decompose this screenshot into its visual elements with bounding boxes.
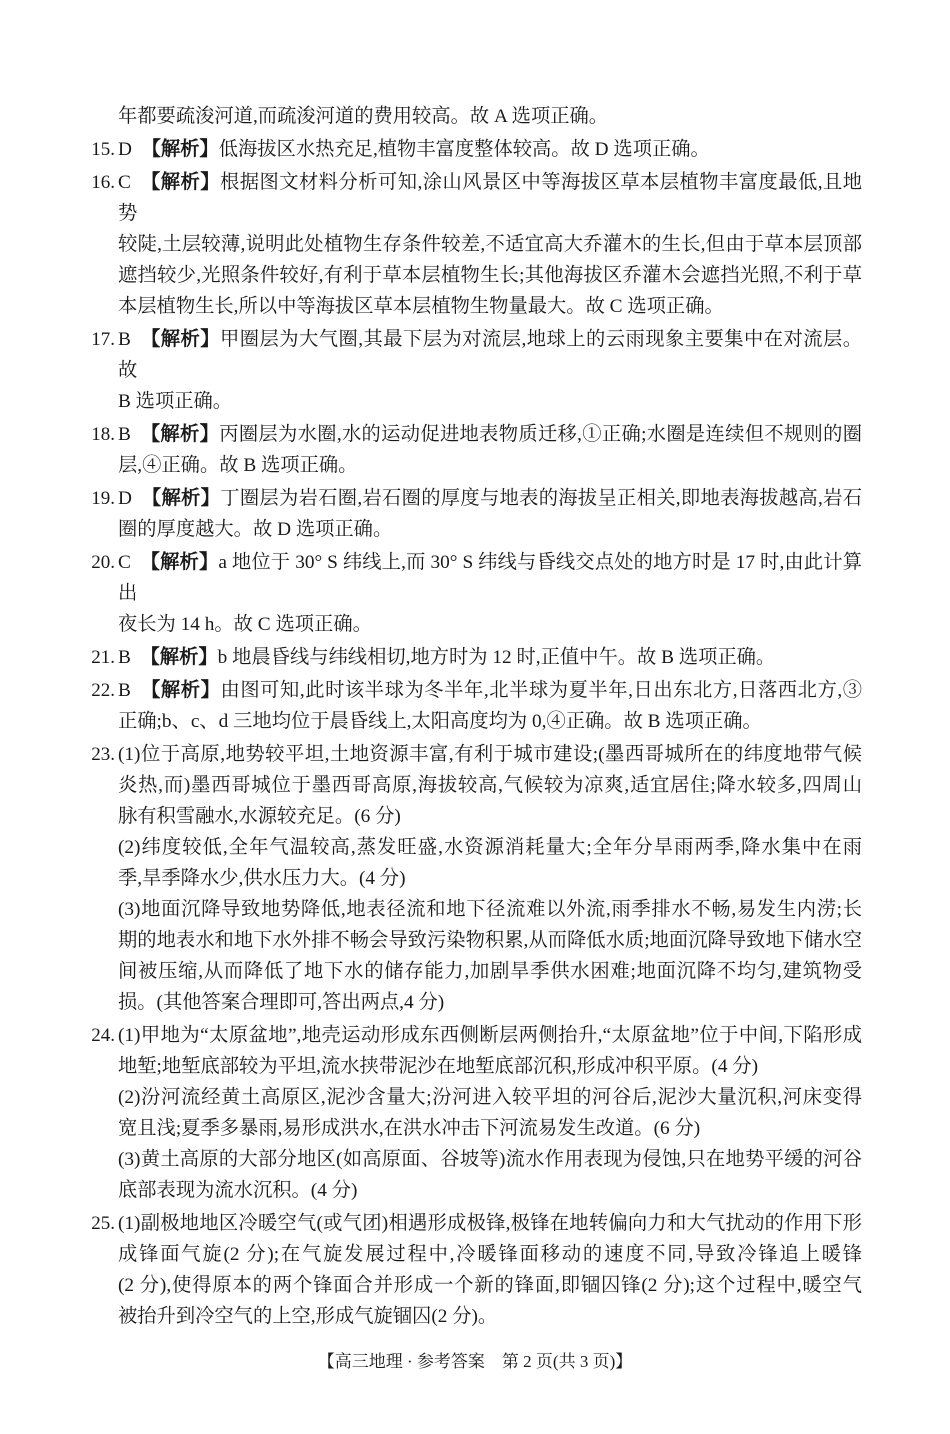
answer-text: 本层植物生长,所以中等海拔区草本层植物生物量最大。故 C 选项正确。 xyxy=(118,296,724,317)
answer-text: (2 分),使得原本的两个锋面合并形成一个新的锋面,即锢囚锋(2 分);这个过程中,暖空气 xyxy=(118,1275,862,1296)
answer-choice: C xyxy=(118,172,131,193)
answer-text: (1)甲地为“太原盆地”,地壳运动形成东西侧断层两侧抬升,“太原盆地”位于中间,下陷形成 xyxy=(118,1025,862,1046)
answer-line xyxy=(118,956,862,987)
answer-text: 损。(其他答案合理即可,答出两点,4 分) xyxy=(118,992,445,1013)
question-number: 17. xyxy=(91,329,115,350)
answer-text: (3)地面沉降导致地势降低,地表径流和地下径流难以外流,雨季排水不畅,易发生内涝;长 xyxy=(118,899,862,920)
answer-line xyxy=(118,291,862,322)
answer-text: 脉有积雪融水,水源较充足。(6 分) xyxy=(118,806,401,827)
answer-text: 层,④正确。故 B 选项正确。 xyxy=(118,455,358,476)
answer-text: 炎热,而)墨西哥城位于墨西哥高原,海拔较高,气候较为凉爽,适宜居住;降水较多,四周山 xyxy=(118,775,862,796)
answer-line xyxy=(118,1270,862,1301)
answer-choice: D xyxy=(118,488,132,509)
answer-line xyxy=(118,324,862,386)
answer-line xyxy=(118,229,862,260)
answer-line xyxy=(118,134,862,165)
question-number: 22. xyxy=(91,680,115,701)
question-number: 24. xyxy=(91,1025,115,1046)
answer-line xyxy=(118,739,862,770)
answer-line xyxy=(118,514,862,545)
answer-choice: B xyxy=(118,424,131,445)
answer-item xyxy=(0,167,950,322)
answer-text: 圈的厚度越大。故 D 选项正确。 xyxy=(118,519,393,540)
answer-line xyxy=(118,609,862,640)
analysis-tag: 【解析】 xyxy=(140,552,219,573)
answer-line xyxy=(118,987,862,1018)
analysis-tag: 【解析】 xyxy=(140,329,220,350)
answer-text: 间被压缩,从而降低了地下水的储存能力,加剧旱季供水困难;地面沉降不均匀,建筑物受 xyxy=(118,961,862,982)
answer-line xyxy=(118,706,862,737)
answer-item xyxy=(0,101,950,132)
answer-line xyxy=(118,547,862,609)
analysis-tag: 【解析】 xyxy=(140,172,220,193)
answer-text: 夜长为 14 h。故 C 选项正确。 xyxy=(118,614,372,635)
answer-text: 被抬升到冷空气的上空,形成气旋锢囚(2 分)。 xyxy=(118,1306,498,1327)
answer-choice: D xyxy=(118,139,132,160)
answer-text: B 选项正确。 xyxy=(118,391,233,412)
answer-text: 正确;b、c、d 三地均位于晨昏线上,太阳高度均为 0,④正确。故 B 选项正确。 xyxy=(118,711,762,732)
answer-item xyxy=(0,134,950,165)
answer-line xyxy=(118,1144,862,1175)
answer-line xyxy=(118,801,862,832)
answer-choice: B xyxy=(118,680,131,701)
answer-text: 丙圈层为水圈,水的运动促进地表物质迁移,①正确;水圈是连续但不规则的圈 xyxy=(219,424,863,445)
answer-line xyxy=(118,1051,862,1082)
question-number: 19. xyxy=(91,488,115,509)
answer-line xyxy=(118,832,862,863)
answer-choice: B xyxy=(118,647,131,668)
answer-line xyxy=(118,675,862,706)
answer-line xyxy=(118,450,862,481)
answer-line xyxy=(118,1208,862,1239)
answer-text: 季,旱季降水少,供水压力大。(4 分) xyxy=(118,868,406,889)
answer-text: 底部表现为流水沉积。(4 分) xyxy=(118,1180,358,1201)
answer-text: (1)位于高原,地势较平坦,土地资源丰富,有利于城市建设;(墨西哥城所在的纬度地带气候 xyxy=(118,744,862,765)
answer-text: 期的地表水和地下水外排不畅会导致污染物积累,从而降低水质;地面沉降导致地下储水空 xyxy=(118,930,862,951)
answer-text: 由图可知,此时该半球为冬半年,北半球为夏半年,日出东北方,日落西北方,③ xyxy=(220,680,863,701)
question-number: 15. xyxy=(91,139,115,160)
answer-item xyxy=(0,419,950,481)
answer-line xyxy=(118,642,862,673)
answer-line xyxy=(118,1113,862,1144)
answer-line xyxy=(118,167,862,229)
question-number: 16. xyxy=(91,172,115,193)
analysis-tag: 【解析】 xyxy=(140,424,220,445)
answer-item xyxy=(0,483,950,545)
answer-text: a 地位于 30° S 纬线上,而 30° S 纬线与昏线交点处的地方时是 17 时,由此计算出 xyxy=(118,552,863,604)
answer-line xyxy=(118,1239,862,1270)
answer-item xyxy=(0,1208,950,1332)
question-number: 21. xyxy=(91,647,115,668)
answer-text: (3)黄土高原的大部分地区(如高原面、谷坡等)流水作用表现为侵蚀,只在地势平缓的河谷 xyxy=(118,1149,862,1170)
analysis-tag: 【解析】 xyxy=(140,647,218,668)
answer-text: 低海拔区水热充足,植物丰富度整体较高。故 D 选项正确。 xyxy=(218,139,710,160)
question-number: 25. xyxy=(91,1213,115,1234)
answer-line xyxy=(118,419,862,450)
answer-line xyxy=(118,101,862,132)
question-number: 23. xyxy=(91,744,115,765)
answer-text: (1)副极地地区冷暖空气(或气团)相遇形成极锋,极锋在地转偏向力和大气扰动的作用下形 xyxy=(118,1213,862,1234)
answer-text: 较陡,土层较薄,说明此处植物生存条件较差,不适宜高大乔灌木的生长,但由于草本层顶部 xyxy=(118,234,862,255)
answer-line xyxy=(118,386,862,417)
answer-text: 甲圈层为大气圈,其最下层为对流层,地球上的云雨现象主要集中在对流层。故 xyxy=(118,329,863,381)
question-number: 18. xyxy=(91,424,115,445)
answer-line xyxy=(118,925,862,956)
answer-line xyxy=(118,1082,862,1113)
answer-text: 遮挡较少,光照条件较好,有利于草本层植物生长;其他海拔区乔灌木会遮挡光照,不利于草 xyxy=(118,265,862,286)
answer-line xyxy=(118,1301,862,1332)
answer-text: (2)纬度较低,全年气温较高,蒸发旺盛,水资源消耗量大;全年分旱雨两季,降水集中在雨 xyxy=(118,837,862,858)
answer-line xyxy=(118,863,862,894)
answer-line xyxy=(118,894,862,925)
answer-item xyxy=(0,324,950,417)
analysis-tag: 【解析】 xyxy=(141,488,221,509)
analysis-tag: 【解析】 xyxy=(141,139,219,160)
answer-line xyxy=(118,1020,862,1051)
answer-text: 根据图文材料分析可知,涂山风景区中等海拔区草本层植物丰富度最低,且地势 xyxy=(118,172,863,224)
answer-choice: B xyxy=(118,329,131,350)
answer-text: (2)汾河流经黄土高原区,泥沙含量大;汾河进入较平坦的河谷后,泥沙大量沉积,河床变得 xyxy=(118,1087,862,1108)
answer-text: 年都要疏浚河道,而疏浚河道的费用较高。故 A 选项正确。 xyxy=(118,106,609,127)
answer-item xyxy=(0,547,950,640)
page-footer: 【高三地理 · 参考答案 第 2 页(共 3 页)】 xyxy=(317,1352,633,1371)
answer-line xyxy=(118,483,862,514)
answer-text: b 地晨昏线与纬线相切,地方时为 12 时,正值中午。故 B 选项正确。 xyxy=(217,647,776,668)
answer-text: 地堑;地堑底部较为平坦,流水挟带泥沙在地堑底部沉积,形成冲积平原。(4 分) xyxy=(118,1056,759,1077)
answer-line xyxy=(118,260,862,291)
answer-line xyxy=(118,770,862,801)
answer-item xyxy=(0,675,950,737)
answer-item xyxy=(0,642,950,673)
question-number: 20. xyxy=(91,552,115,573)
answer-line xyxy=(118,1175,862,1206)
answer-text: 丁圈层为岩石圈,岩石圈的厚度与地表的海拔呈正相关,即地表海拔越高,岩石 xyxy=(220,488,863,509)
answer-text: 成锋面气旋(2 分);在气旋发展过程中,冷暖锋面移动的速度不同,导致冷锋追上暖锋 xyxy=(118,1244,862,1265)
answer-item xyxy=(0,739,950,1018)
answer-choice: C xyxy=(118,552,131,573)
answer-text: 宽且浅;夏季多暴雨,易形成洪水,在洪水冲击下河流易发生改道。(6 分) xyxy=(118,1118,701,1139)
answer-item xyxy=(0,1020,950,1206)
analysis-tag: 【解析】 xyxy=(140,680,221,701)
